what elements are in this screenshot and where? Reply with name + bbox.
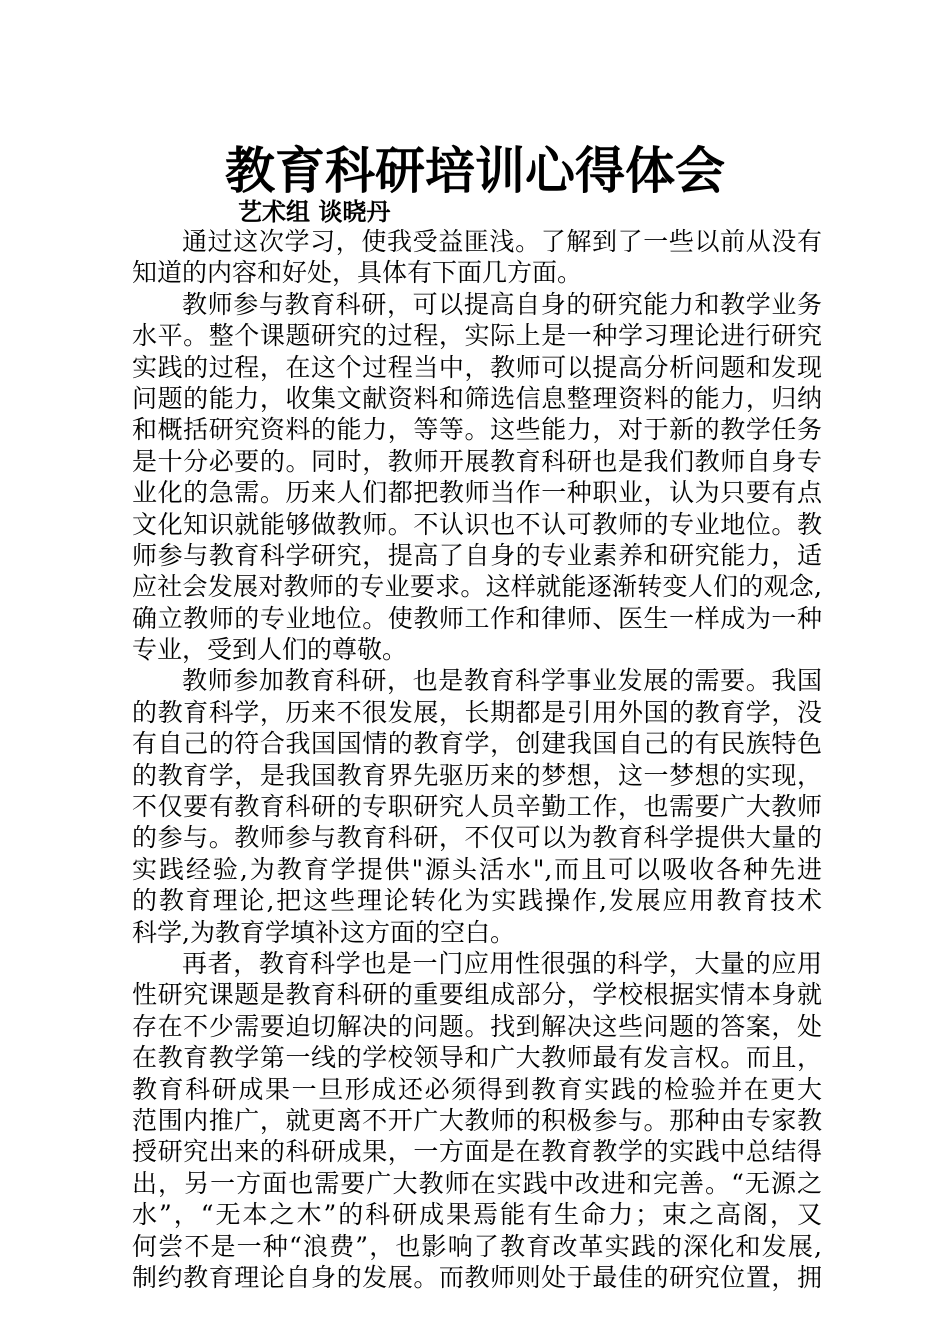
text-line: 范围内推广，就更离不开广大教师的积极参与。那种由专家教 [132, 1105, 822, 1135]
text-line: 制约教育理论自身的发展。而教师则处于最佳的研究位置，拥 [132, 1262, 822, 1292]
text-line: 有自己的符合我国国情的教育学，创建我国自己的有民族特色 [132, 729, 822, 759]
text-line: 授研究出来的科研成果，一方面是在教育教学的实践中总结得 [132, 1137, 822, 1167]
text-line: 何尝不是一种“浪费”，也影响了教育改革实践的深化和发展, [132, 1231, 822, 1261]
text-line: 问题的能力，收集文献资料和筛选信息整理资料的能力，归纳 [132, 383, 822, 413]
text-line: 的教育理论,把这些理论转化为实践操作,发展应用教育技术 [132, 886, 822, 916]
document-author: 艺术组 谈晓丹 [238, 198, 391, 226]
text-line: 的参与。教师参与教育科研，不仅可以为教育科学提供大量的 [132, 823, 822, 853]
text-line: 出，另一方面也需要广大教师在实践中改进和完善。“无源之 [132, 1168, 822, 1198]
text-line: 存在不少需要迫切解决的问题。找到解决这些问题的答案，处 [132, 1011, 822, 1041]
text-line: 水平。整个课题研究的过程，实际上是一种学习理论进行研究 [132, 321, 822, 351]
document-body [132, 226, 822, 1293]
text-line: 业化的急需。历来人们都把教师当作一种职业，认为只要有点 [132, 478, 822, 508]
text-line: 确立教师的专业地位。使教师工作和律师、医生一样成为一种 [132, 603, 822, 633]
text-line: 不仅要有教育科研的专职研究人员辛勤工作，也需要广大教师 [132, 792, 822, 822]
text-line: 和概括研究资料的能力，等等。这些能力，对于新的教学任务 [132, 415, 822, 445]
text-line: 应社会发展对教师的专业要求。这样就能逐渐转变人们的观念, [132, 572, 822, 602]
text-line: 知道的内容和好处，具体有下面几方面。 [132, 258, 583, 288]
text-line: 再者，教育科学也是一门应用性很强的科学，大量的应用 [182, 948, 822, 978]
text-line: 实践的过程，在这个过程当中，教师可以提高分析问题和发现 [132, 352, 822, 382]
text-line: 教师参与教育科研，可以提高自身的研究能力和教学业务 [182, 289, 822, 319]
text-line: 实践经验,为教育学提供"源头活水",而且可以吸收各种先进 [132, 854, 822, 884]
text-line: 教育科研成果一旦形成还必须得到教育实践的检验并在更大 [132, 1074, 822, 1104]
text-line: 在教育教学第一线的学校领导和广大教师最有发言权。而且， [132, 1043, 822, 1073]
text-line: 通过这次学习，使我受益匪浅。了解到了一些以前从没有 [182, 227, 822, 256]
document-title: 教育科研培训心得体会 [225, 142, 725, 200]
text-line: 是十分必要的。同时，教师开展教育科研也是我们教师自身专 [132, 446, 822, 476]
text-line: 的教育科学，历来不很发展，长期都是引用外国的教育学，没 [132, 697, 822, 727]
text-line: 文化知识就能够做教师。不认识也不认可教师的专业地位。教 [132, 509, 822, 539]
text-line: 教师参加教育科研，也是教育科学事业发展的需要。我国 [182, 666, 822, 696]
text-line: 的教育学，是我国教育界先驱历来的梦想，这一梦想的实现， [132, 760, 822, 790]
text-line: 性研究课题是教育科研的重要组成部分，学校根据实情本身就 [132, 980, 822, 1010]
text-line: 师参与教育科学研究，提高了自身的专业素养和研究能力，适 [132, 540, 822, 570]
text-line: 专业，受到人们的尊敬。 [132, 635, 408, 665]
text-line: 科学,为教育学填补这方面的空白。 [132, 917, 515, 947]
text-line: 水”，“无本之木”的科研成果焉能有生命力；束之高阁，又 [132, 1200, 822, 1230]
